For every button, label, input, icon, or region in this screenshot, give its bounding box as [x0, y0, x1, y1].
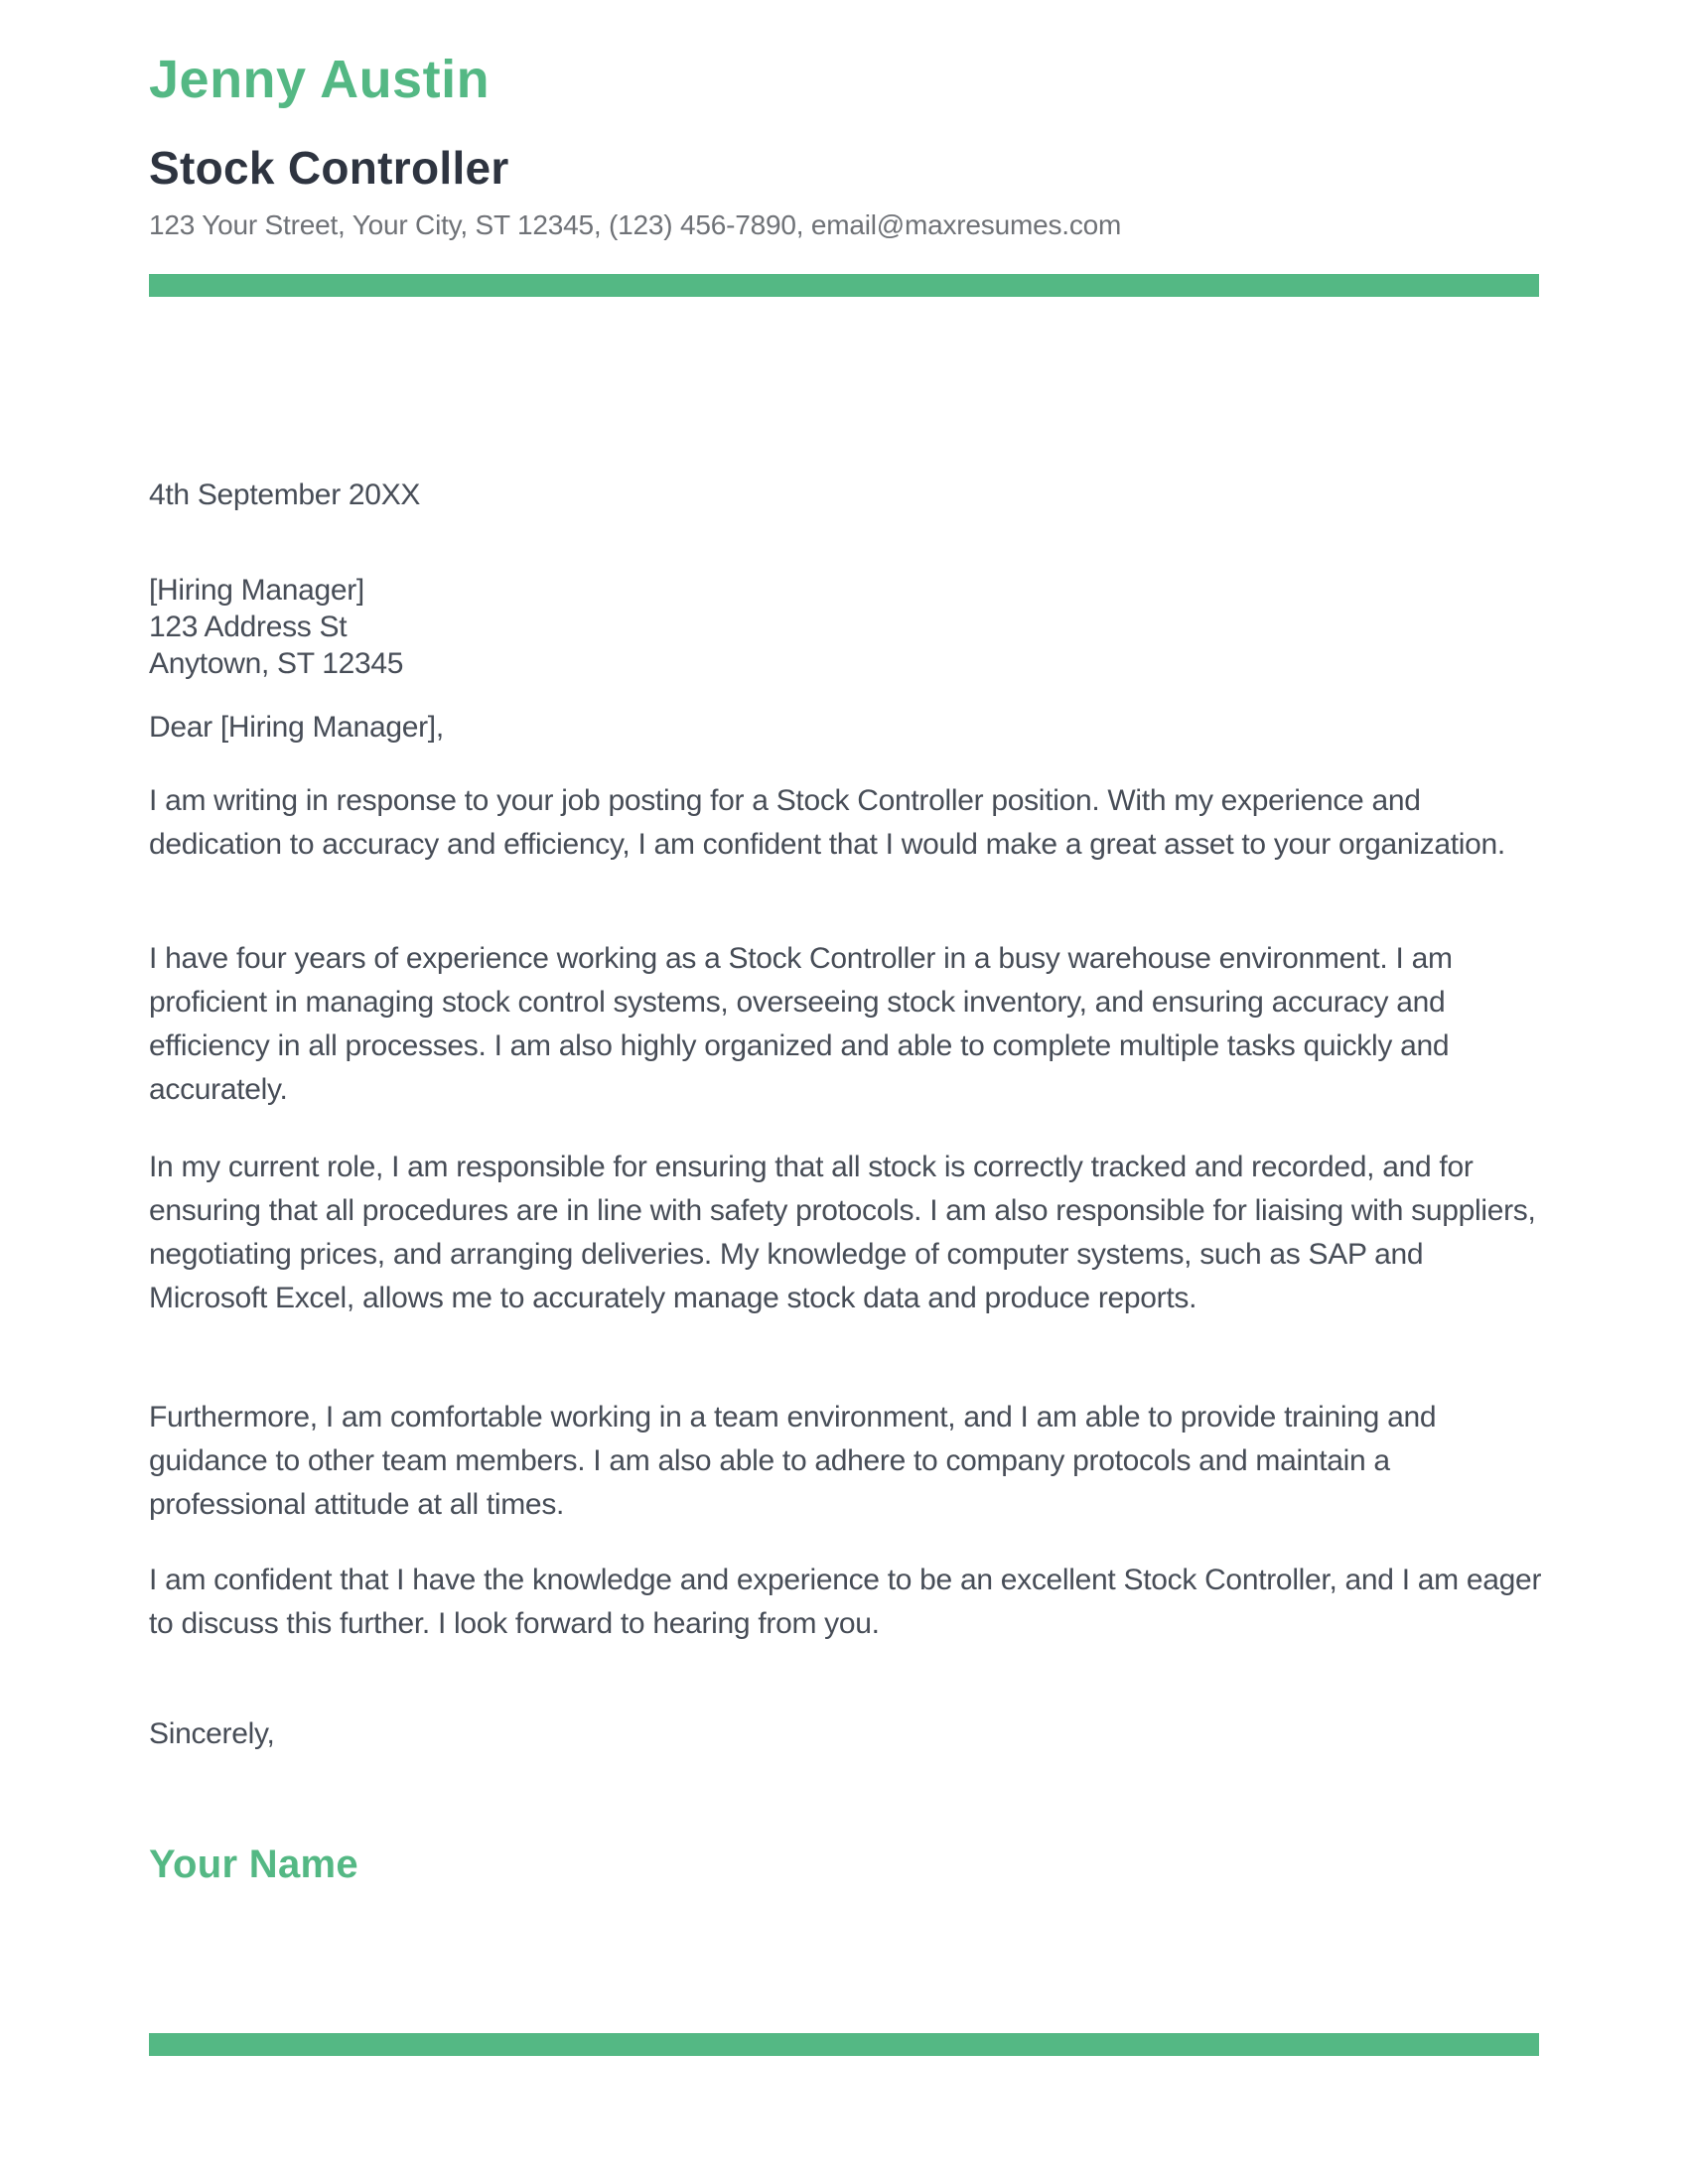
- recipient-name-line: [Hiring Manager]: [149, 574, 364, 607]
- signature-name: Your Name: [149, 1843, 358, 1886]
- author-name: Jenny Austin: [149, 50, 491, 109]
- body-paragraph-3: In my current role, I am responsible for ensuring that all stock is correctly tracked and recorded, and for ensuring that all procedures are in line with safety protocols. I am also responsible for liaising with suppliers, negotiating prices, and arranging deliveries. My knowledge of computer systems, such as SAP and Microsoft Excel, allows me to accurately manage stock data and produce reports.: [149, 1151, 1536, 1314]
- body-paragraph-2: I have four years of experience working as a Stock Controller in a busy warehouse environment. I am proficient in managing stock control systems, overseeing stock inventory, and ensuring accuracy and efficiency in all processes. I am also highly organized and able to complete multiple tasks quickly and accurately.: [149, 942, 1453, 1106]
- contact-line: 123 Your Street, Your City, ST 12345, (123) 456-7890, email@maxresumes.com: [149, 209, 1122, 240]
- letter-date: 4th September 20XX: [149, 478, 421, 511]
- body-paragraph-1: I am writing in response to your job posting for a Stock Controller position. With my experience and dedication to accuracy and efficiency, I am confident that I would make a great asset to your organization.: [149, 784, 1505, 861]
- bottom-accent-bar: [149, 2033, 1539, 2056]
- recipient-city-line: Anytown, ST 12345: [149, 647, 404, 680]
- body-paragraph-5: I am confident that I have the knowledge and experience to be an excellent Stock Controller, and I am eager to discuss this further. I look forward to hearing from you.: [149, 1564, 1542, 1640]
- closing-line: Sincerely,: [149, 1717, 275, 1750]
- job-title: Stock Controller: [149, 142, 509, 194]
- body-paragraph-4: Furthermore, I am comfortable working in a team environment, and I am able to provide training and guidance to other team members. I am also able to adhere to company protocols and maintain a professional attitude at all times.: [149, 1401, 1437, 1521]
- salutation: Dear [Hiring Manager],: [149, 711, 444, 744]
- recipient-address-block: [149, 572, 1543, 682]
- top-accent-bar: [149, 274, 1539, 297]
- recipient-street-line: 123 Address St: [149, 611, 348, 643]
